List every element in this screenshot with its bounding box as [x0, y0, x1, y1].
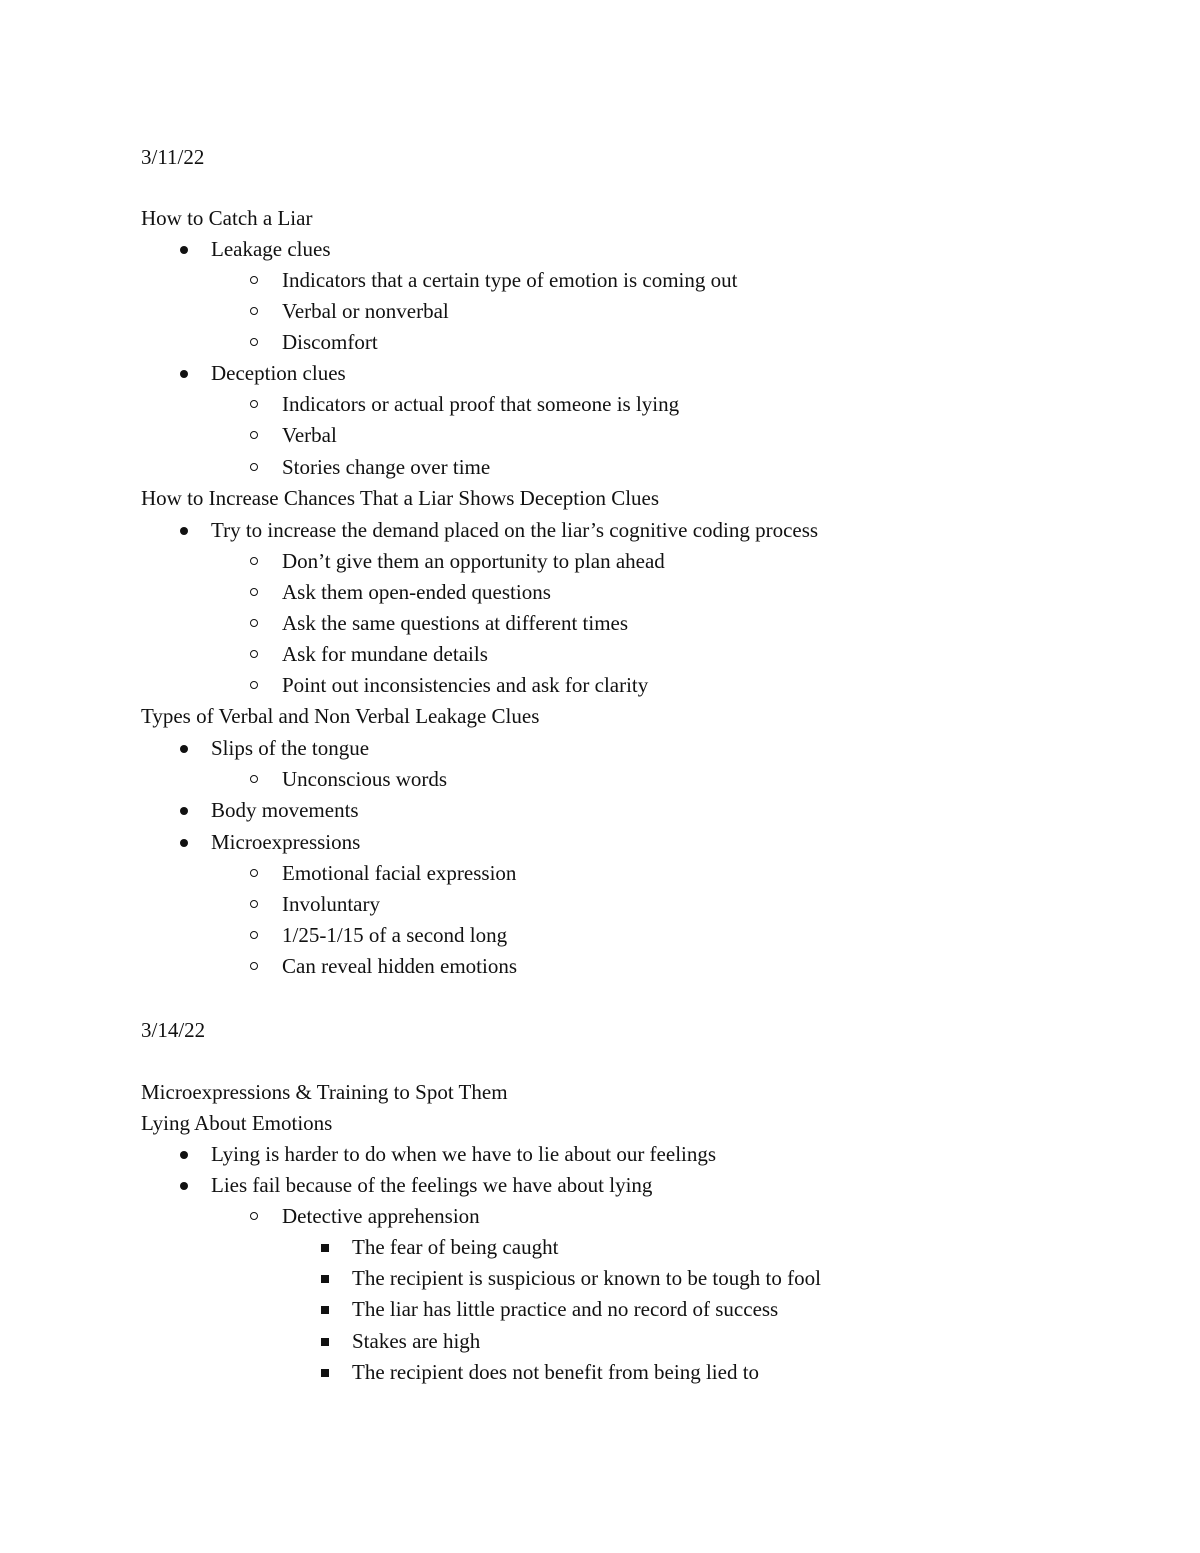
sub-bullet-item: [0, 546, 1200, 577]
sub-bullet-text: Ask them open-ended questions: [282, 580, 551, 604]
bullet-circle-icon: [250, 775, 258, 783]
bullet-circle-icon: [250, 681, 258, 689]
sub-bullet-item: [0, 327, 1200, 358]
bullet-circle-icon: [250, 650, 258, 658]
sub-bullet-text: Indicators or actual proof that someone is lying: [282, 392, 680, 416]
sub-bullet-text: Point out inconsistencies and ask for clarity: [282, 673, 649, 697]
date-heading: [141, 142, 204, 173]
bullet-circle-icon: [250, 900, 258, 908]
sub-bullet-item: [0, 639, 1200, 670]
sub-bullet-item: [0, 389, 1200, 420]
bullet-text: Try to increase the demand placed on the liar’s cognitive coding process: [211, 518, 819, 542]
bullet-text: Body movements: [211, 798, 359, 822]
bullet-text: Slips of the tongue: [211, 736, 370, 760]
bullet-disc-icon: [180, 1182, 188, 1190]
bullet-text: Microexpressions: [211, 830, 361, 854]
bullet-circle-icon: [250, 338, 258, 346]
sub-sub-bullet-item: [0, 1263, 1200, 1294]
date-text: 3/14/22: [141, 1018, 206, 1042]
bullet-item: [0, 827, 1200, 858]
sub-bullet-text: Don’t give them an opportunity to plan ahead: [282, 549, 665, 573]
bullet-text: Deception clues: [211, 361, 346, 385]
sub-bullet-item: [0, 420, 1200, 451]
bullet-item: [0, 234, 1200, 265]
sub-bullet-text: Stories change over time: [282, 455, 491, 479]
bullet-square-icon: [321, 1244, 329, 1252]
date-text: 3/11/22: [141, 145, 205, 169]
section-heading: [141, 701, 539, 732]
bullet-disc-icon: [180, 1151, 188, 1159]
bullet-square-icon: [321, 1338, 329, 1346]
sub-bullet-text: Emotional facial expression: [282, 861, 517, 885]
bullet-item: [0, 795, 1200, 826]
section-heading: [141, 1108, 332, 1139]
sub-sub-bullet-item: [0, 1232, 1200, 1263]
sub-sub-bullet-item: [0, 1294, 1200, 1325]
section-heading-text: Lying About Emotions: [141, 1111, 333, 1135]
sub-bullet-item: [0, 577, 1200, 608]
sub-bullet-text: Ask the same questions at different times: [282, 611, 629, 635]
bullet-disc-icon: [180, 745, 188, 753]
sub-bullet-text: Verbal or nonverbal: [282, 299, 449, 323]
bullet-square-icon: [321, 1306, 329, 1314]
sub-bullet-text: Verbal: [282, 423, 337, 447]
bullet-item: [0, 1170, 1200, 1201]
bullet-item: [0, 1139, 1200, 1170]
section-heading: [141, 483, 659, 514]
bullet-text: Leakage clues: [211, 237, 331, 261]
section-heading-text: Microexpressions & Training to Spot Them: [141, 1080, 508, 1104]
section-heading: [141, 203, 312, 234]
bullet-circle-icon: [250, 557, 258, 565]
sub-bullet-item: [0, 265, 1200, 296]
bullet-disc-icon: [180, 527, 188, 535]
sub-bullet-item: [0, 889, 1200, 920]
bullet-item: [0, 358, 1200, 389]
sub-bullet-item: [0, 452, 1200, 483]
date-heading: [141, 1015, 205, 1046]
bullet-disc-icon: [180, 839, 188, 847]
bullet-text: Lies fail because of the feelings we have about lying: [211, 1173, 653, 1197]
sub-bullet-item: [0, 858, 1200, 889]
bullet-circle-icon: [250, 931, 258, 939]
bullet-disc-icon: [180, 246, 188, 254]
section-heading: [141, 1077, 508, 1108]
sub-sub-bullet-item: [0, 1326, 1200, 1357]
sub-sub-bullet-item: [0, 1357, 1200, 1388]
sub-bullet-item: [0, 608, 1200, 639]
sub-sub-bullet-text: Stakes are high: [352, 1329, 481, 1353]
sub-bullet-item: [0, 296, 1200, 327]
section-heading-text: How to Catch a Liar: [141, 206, 313, 230]
bullet-square-icon: [321, 1369, 329, 1377]
bullet-circle-icon: [250, 869, 258, 877]
sub-bullet-item: [0, 764, 1200, 795]
section-heading-text: Types of Verbal and Non Verbal Leakage Clues: [141, 704, 540, 728]
bullet-circle-icon: [250, 1212, 258, 1220]
sub-bullet-text: Detective apprehension: [282, 1204, 480, 1228]
bullet-circle-icon: [250, 307, 258, 315]
sub-bullet-text: Indicators that a certain type of emotion is coming out: [282, 268, 738, 292]
sub-sub-bullet-text: The fear of being caught: [352, 1235, 559, 1259]
bullet-circle-icon: [250, 431, 258, 439]
bullet-circle-icon: [250, 463, 258, 471]
sub-bullet-text: 1/25-1/15 of a second long: [282, 923, 508, 947]
bullet-disc-icon: [180, 807, 188, 815]
bullet-text: Lying is harder to do when we have to lie about our feelings: [211, 1142, 717, 1166]
sub-bullet-item: [0, 670, 1200, 701]
sub-sub-bullet-text: The recipient is suspicious or known to be tough to fool: [352, 1266, 821, 1290]
bullet-circle-icon: [250, 588, 258, 596]
sub-bullet-text: Discomfort: [282, 330, 378, 354]
sub-sub-bullet-text: The liar has little practice and no record of success: [352, 1297, 779, 1321]
sub-bullet-item: [0, 1201, 1200, 1232]
bullet-item: [0, 515, 1200, 546]
sub-bullet-item: [0, 951, 1200, 982]
sub-bullet-item: [0, 920, 1200, 951]
bullet-square-icon: [321, 1275, 329, 1283]
bullet-item: [0, 733, 1200, 764]
sub-sub-bullet-text: The recipient does not benefit from being lied to: [352, 1360, 760, 1384]
sub-bullet-text: Can reveal hidden emotions: [282, 954, 518, 978]
bullet-circle-icon: [250, 276, 258, 284]
bullet-circle-icon: [250, 400, 258, 408]
sub-bullet-text: Unconscious words: [282, 767, 448, 791]
sub-bullet-text: Ask for mundane details: [282, 642, 488, 666]
bullet-disc-icon: [180, 370, 188, 378]
sub-bullet-text: Involuntary: [282, 892, 380, 916]
section-heading-text: How to Increase Chances That a Liar Shows Deception Clues: [141, 486, 660, 510]
bullet-circle-icon: [250, 619, 258, 627]
bullet-circle-icon: [250, 962, 258, 970]
